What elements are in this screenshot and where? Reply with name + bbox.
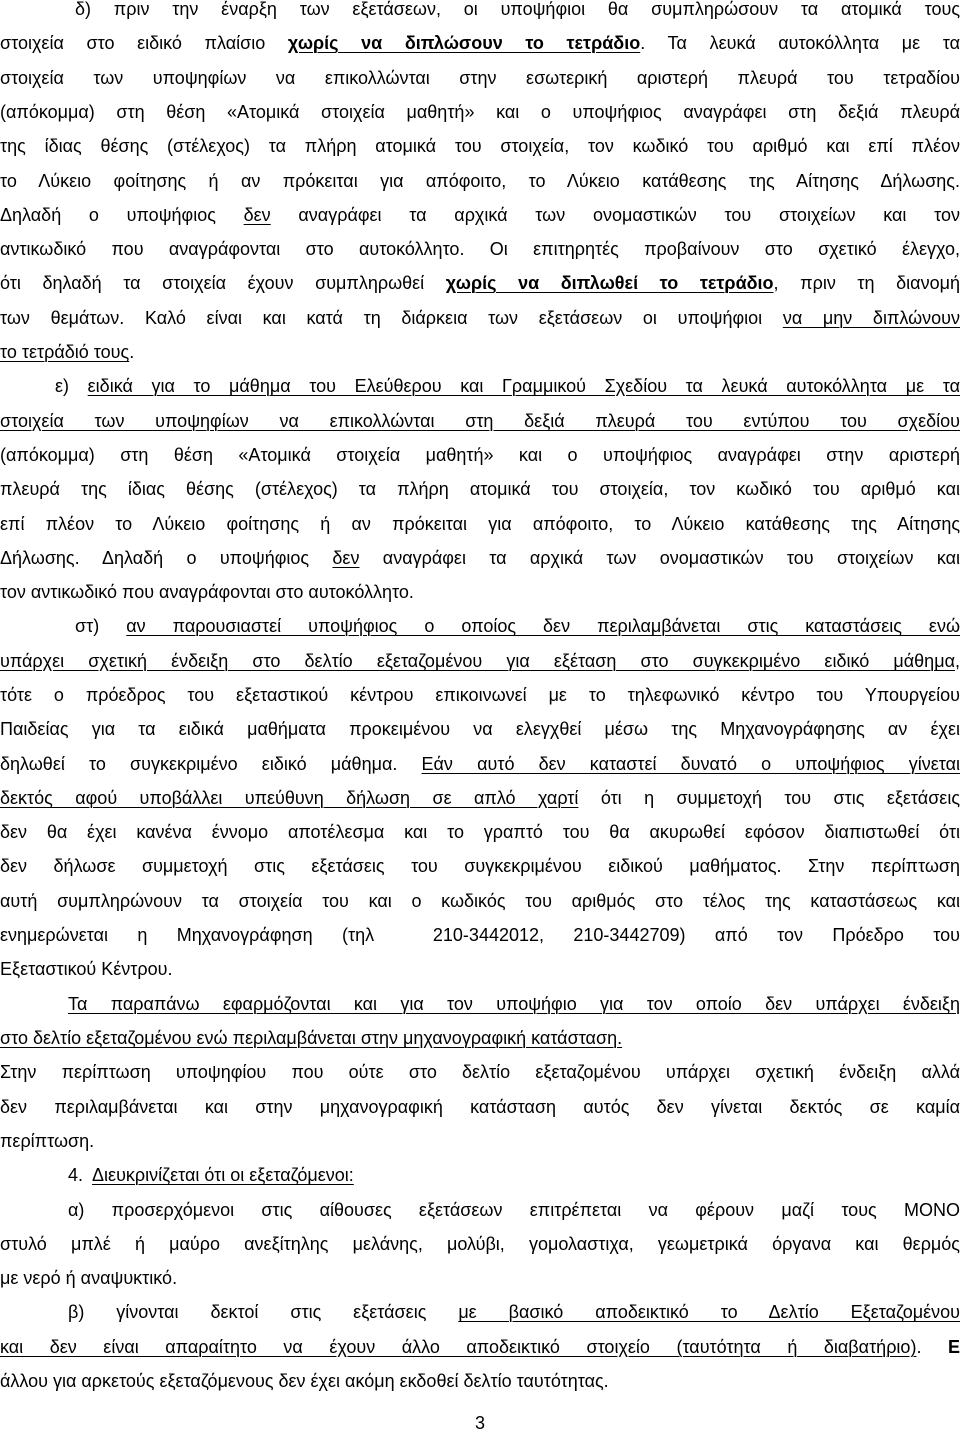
text-run: δηλωθεί το συγκεκριμένο ειδικό μάθημα. bbox=[0, 754, 422, 774]
text-run: Διευκρινίζεται ότι οι εξεταζόμενοι: bbox=[92, 1165, 354, 1185]
text-line bbox=[0, 1021, 960, 1055]
text-line bbox=[0, 1295, 960, 1329]
text-run: ότι η συμμετοχή του στις εξετάσεις bbox=[578, 788, 960, 808]
text-line bbox=[0, 438, 960, 472]
text-line bbox=[0, 918, 960, 952]
text-run: το Λύκειο φοίτησης ή αν πρόκειται για απόφοιτο, το Λύκειο κατάθεσης της Αίτησης Δήλωσης. bbox=[0, 171, 960, 191]
text-line bbox=[0, 849, 960, 883]
text-line bbox=[0, 712, 960, 746]
text-line bbox=[0, 575, 960, 609]
text-run: δεν bbox=[243, 205, 271, 225]
text-line bbox=[0, 232, 960, 266]
text-run: αναγράφει τα αρχικά των ονομαστικών του στοιχείων και τον bbox=[270, 205, 960, 225]
text-run: δεν bbox=[332, 548, 360, 568]
text-run: δεν δήλωσε συμμετοχή στις εξετάσεις του συγκεκριμένου ειδικού μαθήματος. Στην περίπτωση bbox=[0, 856, 960, 876]
text-line bbox=[0, 198, 960, 232]
text-run: ενημερώνεται η Μηχανογράφηση (τηλ 210-3442012, 210-3442709) από τον Πρόεδρο του bbox=[0, 925, 960, 945]
text-line bbox=[0, 1364, 960, 1398]
text-run: δ) πριν την έναρξη των εξετάσεων, οι υποψήφιοι θα συμπληρώσουν τα ατομικά τους bbox=[75, 0, 960, 19]
text-run: τον αντικωδικό που αναγράφονται στο αυτοκόλλητο. bbox=[0, 582, 414, 602]
text-run: να μην διπλώνουν bbox=[782, 308, 960, 328]
text-line bbox=[0, 678, 960, 712]
text-run: . bbox=[129, 342, 135, 362]
text-line bbox=[0, 1261, 960, 1295]
text-line bbox=[0, 987, 960, 1021]
text-run: στο δελτίο εξεταζομένου ενώ περιλαμβάνεται στην μηχανογραφική κατάσταση. bbox=[0, 1028, 623, 1048]
page-number: 3 bbox=[474, 1413, 485, 1433]
text-run: . Τα λευκά αυτοκόλλητα με τα bbox=[640, 33, 960, 53]
text-run: Δήλωσης. Δηλαδή ο υποψήφιος bbox=[0, 548, 333, 568]
text-run: στοιχεία των υποψηφίων να επικολλώνται στη δεξιά πλευρά του εντύπου του σχεδίου bbox=[0, 411, 960, 431]
text-run: των θεμάτων. Καλό είναι και κατά τη διάρκεια των εξετάσεων οι υποψήφιοι bbox=[0, 308, 783, 328]
text-run: Εξεταστικού Κέντρου. bbox=[0, 959, 173, 979]
text-run: δεν περιλαμβάνεται και στην μηχανογραφική κατάσταση αυτός δεν γίνεται δεκτός σε καμία bbox=[0, 1097, 960, 1117]
text-line bbox=[0, 609, 960, 643]
text-line bbox=[0, 644, 960, 678]
text-run: (απόκομμα) στη θέση «Ατομικά στοιχεία μαθητή» και ο υποψήφιος αναγράφει στην αριστερή bbox=[0, 445, 960, 465]
text-line bbox=[0, 61, 960, 95]
text-line bbox=[0, 266, 960, 300]
text-run: με νερό ή αναψυκτικό. bbox=[0, 1268, 178, 1288]
text-run: α) προσερχόμενοι στις αίθουσες εξετάσεων επιτρέπεται να φέρουν μαζί τους ΜΟΝΟ bbox=[68, 1200, 960, 1220]
text-line bbox=[0, 369, 960, 403]
text-run: στυλό μπλέ ή μαύρο ανεξίτηλης μελάνης, μολύβι, γομολαστιχα, γεωμετρικά όργανα και θερμός bbox=[0, 1234, 960, 1254]
text-run: Στην περίπτωση υποψηφίου που ούτε στο δελτίο εξεταζομένου υπάρχει σχετική ένδειξη αλλά bbox=[0, 1062, 960, 1082]
text-run: στοιχεία στο ειδικό πλαίσιο bbox=[0, 33, 288, 53]
text-line bbox=[0, 1227, 960, 1261]
text-line bbox=[0, 1090, 960, 1124]
text-run: της ίδιας θέσης (στέλεχος) τα πλήρη ατομικά του στοιχεία, τον κωδικό του αριθμό και επί πλέον bbox=[0, 136, 960, 156]
text-run: με βασικό αποδεικτικό το Δελτίο Εξεταζομένου bbox=[458, 1302, 960, 1322]
text-line bbox=[0, 301, 960, 335]
text-run: αν παρουσιαστεί υποψήφιος ο οποίος δεν περιλαμβάνεται στις καταστάσεις ενώ bbox=[126, 616, 960, 636]
text-run: 4. bbox=[68, 1165, 93, 1185]
text-line bbox=[0, 952, 960, 986]
text-line bbox=[0, 884, 960, 918]
text-run: δεκτός αφού υποβάλλει υπεύθυνη δήλωση σε απλό χαρτί bbox=[0, 788, 579, 808]
text-run: και δεν είναι απαραίτητο να έχουν άλλο αποδεικτικό στοιχείο (ταυτότητα ή διαβατήριο) bbox=[0, 1337, 917, 1357]
text-line bbox=[0, 541, 960, 575]
text-run: δεν θα έχει κανένα έννομο αποτέλεσμα και το γραπτό του θα ακυρωθεί εφόσον διαπιστωθεί ότι bbox=[0, 822, 960, 842]
text-line bbox=[0, 0, 960, 26]
text-line bbox=[0, 472, 960, 506]
text-run: ότι δηλαδή τα στοιχεία έχουν συμπληρωθεί bbox=[0, 273, 446, 293]
text-line bbox=[0, 95, 960, 129]
text-run: Εάν αυτό δεν καταστεί δυνατό ο υποψήφιος γίνεται bbox=[421, 754, 960, 774]
text-run: , πριν τη διανομή bbox=[773, 273, 960, 293]
text-line bbox=[0, 1193, 960, 1227]
text-line bbox=[0, 1055, 960, 1089]
text-run: Δηλαδή ο υποψήφιος bbox=[0, 205, 244, 225]
text-run: ειδικά για το μάθημα του Ελεύθερου και Γραμμικού Σχεδίου τα λευκά αυτοκόλλητα με τα bbox=[87, 376, 960, 396]
text-run: υπάρχει σχετική ένδειξη στο δελτίο εξεταζομένου για εξέταση στο συγκεκριμένο ειδικό μάθημα bbox=[0, 651, 955, 671]
text-line bbox=[0, 404, 960, 438]
text-line bbox=[0, 815, 960, 849]
text-run: . bbox=[916, 1337, 948, 1357]
text-line bbox=[0, 507, 960, 541]
text-line bbox=[0, 164, 960, 198]
text-run: Τα παραπάνω εφαρμόζονται και για τον υποψήφιο για τον οποίο δεν υπάρχει ένδειξη bbox=[68, 994, 960, 1014]
text-run: ε) bbox=[55, 376, 88, 396]
text-line bbox=[0, 781, 960, 815]
text-run: άλλου για αρκετούς εξεταζόμενους δεν έχει ακόμη εκδοθεί δελτίο ταυτότητας. bbox=[0, 1371, 609, 1391]
text-run: , bbox=[954, 651, 960, 671]
text-line bbox=[0, 129, 960, 163]
text-run: χωρίς να διπλώσουν το τετράδιο bbox=[287, 33, 641, 53]
text-run: στοιχεία των υποψηφίων να επικολλώνται στην εσωτερική αριστερή πλευρά του τετραδίου bbox=[0, 68, 960, 88]
text-run: επί πλέον το Λύκειο φοίτησης ή αν πρόκειται για απόφοιτο, το Λύκειο κατάθεσης της Αίτησης bbox=[0, 514, 960, 534]
text-run: αντικωδικό που αναγράφονται στο αυτοκόλλητο. Οι επιτηρητές προβαίνουν στο σχετικό έλεγχο, bbox=[0, 239, 960, 259]
text-line bbox=[0, 1158, 960, 1192]
text-run: στ) bbox=[75, 616, 127, 636]
text-line bbox=[0, 747, 960, 781]
text-run: (απόκομμα) στη θέση «Ατομικά στοιχεία μαθητή» και ο υποψήφιος αναγράφει στη δεξιά πλευρά bbox=[0, 102, 960, 122]
text-run: περίπτωση. bbox=[0, 1131, 95, 1151]
text-run: Παιδείας για τα ειδικά μαθήματα προκειμένου να ελεγχθεί μέσω της Μηχανογράφησης αν έχει bbox=[0, 719, 960, 739]
text-run: β) γίνονται δεκτοί στις εξετάσεις bbox=[68, 1302, 459, 1322]
text-run: αναγράφει τα αρχικά των ονομαστικών του στοιχείων και bbox=[359, 548, 960, 568]
text-line bbox=[0, 335, 960, 369]
text-run: Ε bbox=[947, 1337, 960, 1357]
text-line bbox=[0, 1330, 960, 1364]
text-line bbox=[0, 26, 960, 60]
text-run: το τετράδιό τους bbox=[0, 342, 130, 362]
text-run: αυτή συμπληρώνουν τα στοιχεία του και ο κωδικός του αριθμός στο τέλος της καταστάσεως και bbox=[0, 891, 960, 911]
text-line bbox=[0, 1124, 960, 1158]
text-run: χωρίς να διπλωθεί το τετράδιο bbox=[445, 273, 774, 293]
text-run: πλευρά της ίδιας θέσης (στέλεχος) τα πλήρη ατομικά του στοιχεία, τον κωδικό του αριθμό και bbox=[0, 479, 960, 499]
text-run: τότε ο πρόεδρος του εξεταστικού κέντρου επικοινωνεί με το τηλεφωνικό κέντρο του Υπουργείου bbox=[0, 685, 960, 705]
